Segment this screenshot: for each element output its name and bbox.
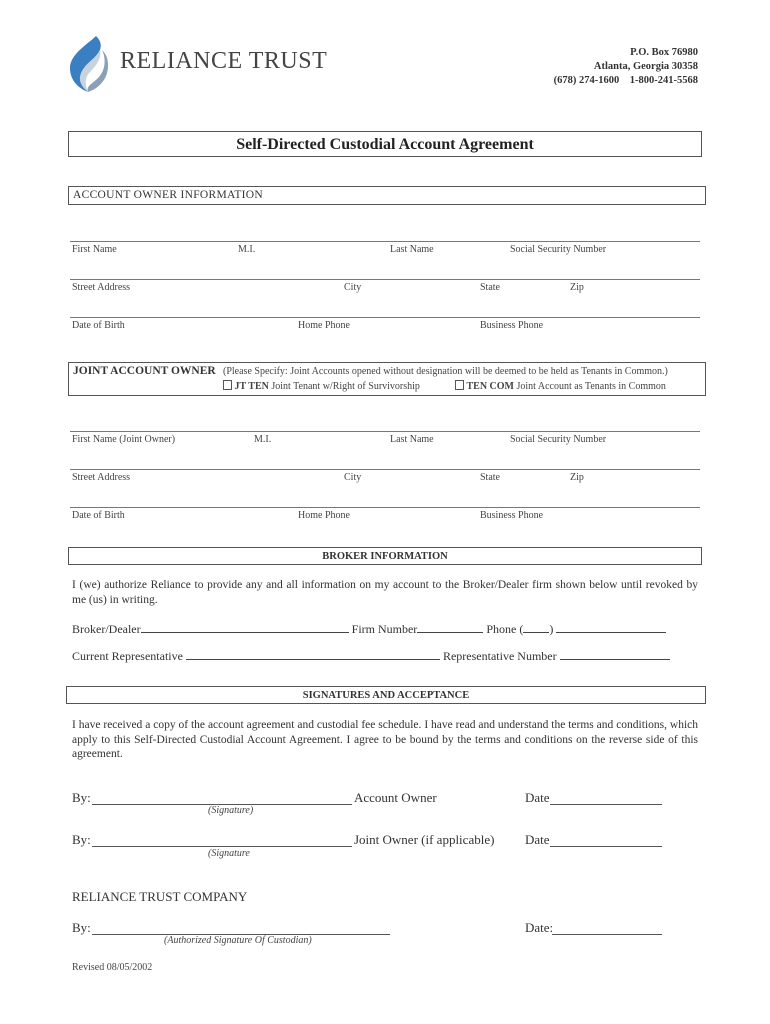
label-zip: Zip (570, 282, 584, 293)
owner-section-header (68, 186, 706, 205)
checkbox-jt-ten[interactable] (223, 380, 232, 390)
joint-instruction: (Please Specify: Joint Accounts opened without designation will be deemed to be held as Tenants in Common.) (223, 366, 668, 377)
phone-area-code-field[interactable] (523, 620, 549, 633)
label-joint-street: Street Address (72, 472, 131, 483)
label-by-custodian: By: (72, 920, 91, 935)
label-rep-number: Representative Number (442, 649, 557, 663)
current-rep-field[interactable] (186, 647, 440, 660)
company-signature-heading: RELIANCE TRUST COMPANY (72, 889, 248, 904)
label-first-name: First Name (72, 244, 117, 255)
broker-section-header (68, 547, 702, 565)
owner-line-1[interactable] (70, 241, 700, 242)
label-joint-home-phone: Home Phone (298, 510, 350, 521)
joint-section-title: JOINT ACCOUNT OWNER (73, 365, 216, 377)
joint-signature-field[interactable] (92, 846, 352, 847)
signature-caption-owner: (Signature) (208, 805, 254, 816)
revision-date: Revised 08/05/2002 (72, 962, 153, 973)
phone-number-field[interactable] (556, 620, 666, 633)
logo-wordmark: RELIANCE TRUST (120, 48, 328, 74)
checkbox-ten-com[interactable] (455, 380, 464, 390)
joint-date-field[interactable] (550, 846, 662, 847)
label-joint-city: City (344, 472, 362, 483)
custodian-caption: (Authorized Signature Of Custodian) (164, 935, 312, 946)
firm-number-field[interactable] (417, 620, 483, 633)
label-date-joint: Date (525, 832, 550, 847)
company-logo (66, 34, 346, 94)
label-street: Street Address (72, 282, 131, 293)
joint-line-2[interactable] (70, 469, 700, 470)
address-line2: Atlanta, Georgia 30358 (593, 61, 698, 72)
label-phone: Phone (486, 622, 517, 636)
label-joint-zip: Zip (570, 472, 584, 483)
custodian-date-field[interactable] (552, 934, 662, 935)
label-ssn: Social Security Number (510, 244, 607, 255)
rep-number-field[interactable] (560, 647, 670, 660)
option-ten-com[interactable]: TEN COM Joint Account as Tenants in Common (455, 380, 666, 392)
label-joint-first-name: First Name (Joint Owner) (72, 434, 176, 445)
label-joint-ssn: Social Security Number (510, 434, 607, 445)
signature-section-header (66, 686, 706, 704)
label-firm-number: Firm Number (351, 622, 418, 636)
joint-line-1[interactable] (70, 431, 700, 432)
joint-section-header (68, 362, 706, 396)
logo-flame-icon (66, 34, 110, 94)
label-last-name: Last Name (390, 244, 434, 255)
address-line1: P.O. Box 76980 (630, 47, 698, 58)
label-date-custodian: Date: (525, 920, 554, 935)
broker-section-title: BROKER INFORMATION (322, 551, 448, 562)
owner-line-2[interactable] (70, 279, 700, 280)
owner-line-3[interactable] (70, 317, 700, 318)
broker-dealer-row: Broker/Dealer Firm Number Phone ( ) (72, 620, 666, 637)
label-joint-state: State (480, 472, 500, 483)
company-address (554, 46, 698, 88)
label-by-joint: By: (72, 832, 91, 847)
joint-line-3[interactable] (70, 507, 700, 508)
option-jt-ten[interactable]: JT TEN Joint Tenant w/Right of Survivorship (223, 380, 420, 392)
title-box (68, 131, 702, 157)
label-current-rep: Current Representative (72, 649, 183, 663)
label-home-phone: Home Phone (298, 320, 350, 331)
label-broker-dealer: Broker/Dealer (72, 622, 141, 636)
label-joint-dob: Date of Birth (72, 510, 125, 521)
signature-caption-joint: (Signature (208, 848, 250, 859)
current-rep-row (72, 647, 670, 664)
signature-section-title: SIGNATURES AND ACCEPTANCE (302, 690, 470, 701)
owner-section-title: ACCOUNT OWNER INFORMATION (73, 189, 264, 201)
label-mi: M.I. (238, 244, 256, 255)
owner-date-field[interactable] (550, 804, 662, 805)
page-title: Self-Directed Custodial Account Agreement (236, 136, 534, 153)
broker-authorization: I (we) authorize Reliance to provide any and all information on my account to the Broker/Dealer firm shown below until revoked by me (us) in writing. (72, 579, 698, 606)
label-joint-business-phone: Business Phone (480, 510, 544, 521)
acceptance-statement: I have received a copy of the account agreement and custodial fee schedule. I have read and understand the terms and conditions, which apply to this Self-Directed Custodial Account Agreement. I agree to be bound by the terms and conditions on the reverse side of this agreement. (72, 719, 698, 760)
label-by-owner: By: (72, 790, 91, 805)
label-joint-owner: Joint Owner (if applicable) (354, 832, 495, 847)
label-account-owner: Account Owner (354, 790, 437, 805)
phone-numbers: (678) 274-1600 1-800-241-5568 (553, 75, 698, 86)
label-date-owner: Date (525, 790, 550, 805)
label-joint-mi: M.I. (254, 434, 272, 445)
broker-dealer-field[interactable] (141, 620, 349, 633)
label-dob: Date of Birth (72, 320, 125, 331)
label-state: State (480, 282, 500, 293)
label-city: City (344, 282, 362, 293)
label-business-phone: Business Phone (480, 320, 544, 331)
label-joint-last-name: Last Name (390, 434, 434, 445)
